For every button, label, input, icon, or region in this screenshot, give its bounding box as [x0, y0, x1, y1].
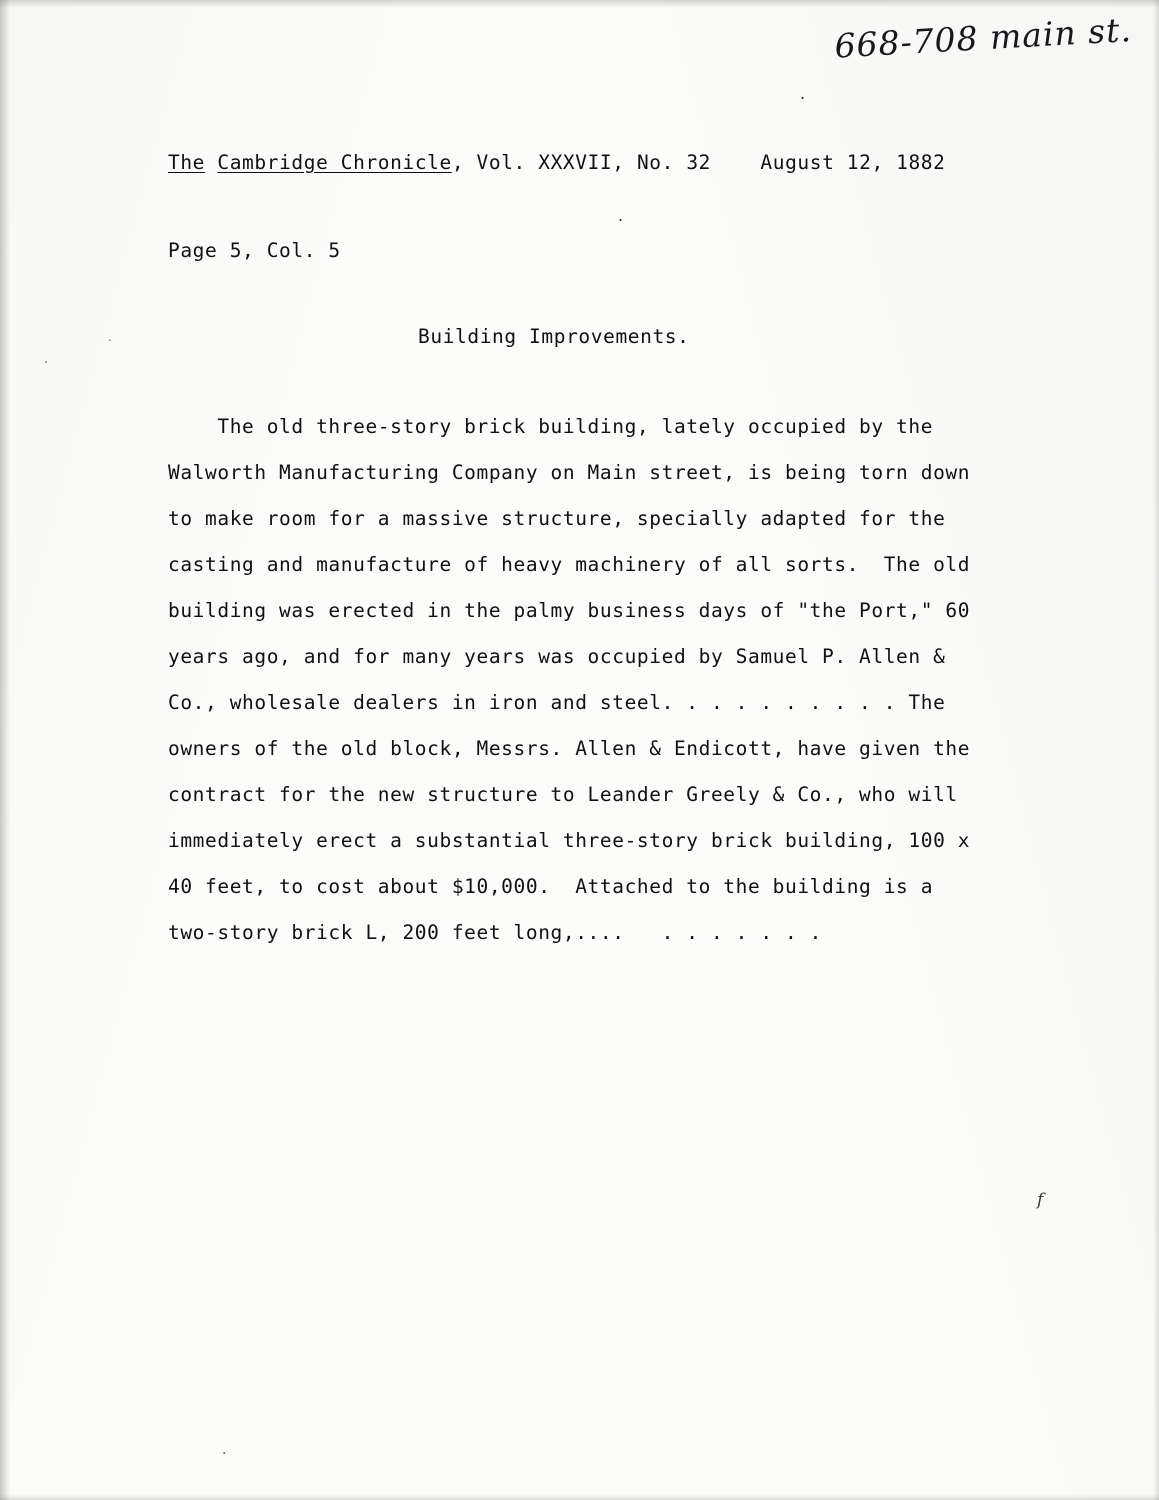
body-line: contract for the new structure to Leander Greely & Co., who will [168, 783, 958, 806]
publication-date: August 12, 1882 [760, 151, 946, 174]
handwritten-annotation: 668-708 main st. [833, 10, 1134, 66]
stray-dot-left: . [44, 352, 49, 367]
body-line: immediately erect a substantial three-story brick building, 100 x [168, 829, 971, 852]
body-line: two-story brick L, 200 feet long,.... . . . . . . . [168, 921, 823, 944]
pencil-mark-lower-right: f [1037, 1190, 1044, 1210]
body-line: owners of the old block, Messrs. Allen & Endicott, have given the [168, 737, 971, 760]
publication-comma: , [451, 151, 477, 174]
body-line: casting and manufacture of heavy machinery of all sorts. The old [168, 553, 971, 576]
publication-header [168, 140, 1088, 186]
page-column-locator: Page 5, Col. 5 [168, 239, 341, 262]
spacer-2 [711, 151, 760, 174]
body-line: years ago, and for many years was occupied by Samuel P. Allen & [168, 645, 946, 668]
publication-issue: No. 32 [636, 151, 712, 174]
stray-dot-mid: . [618, 206, 624, 225]
body-line: building was erected in the palmy business days of "the Port," 60 [168, 599, 971, 622]
body-line: Walworth Manufacturing Company on Main street, is being torn down [168, 461, 971, 484]
stray-dot-bottom: . [222, 1442, 227, 1458]
body-line: 40 feet, to cost about $10,000. Attached to the building is a [168, 875, 934, 898]
stray-dot-left-2: . [108, 330, 112, 344]
body-line: The old three-story brick building, lately occupied by the [168, 415, 934, 438]
stray-dot-upper: . [800, 84, 806, 103]
article-headline: Building Improvements. [418, 325, 690, 348]
body-line: Co., wholesale dealers in iron and steel. . . . . . . . . . The [168, 691, 946, 714]
publication-name: Cambridge Chronicle [217, 151, 452, 174]
spacer-1 [625, 151, 637, 174]
article-body [168, 404, 1088, 956]
publication-volume: Vol. XXXVII, [476, 151, 625, 174]
typed-transcript [168, 140, 1088, 956]
publication-the: The [168, 151, 206, 174]
body-line: to make room for a massive structure, specially adapted for the [168, 507, 946, 530]
